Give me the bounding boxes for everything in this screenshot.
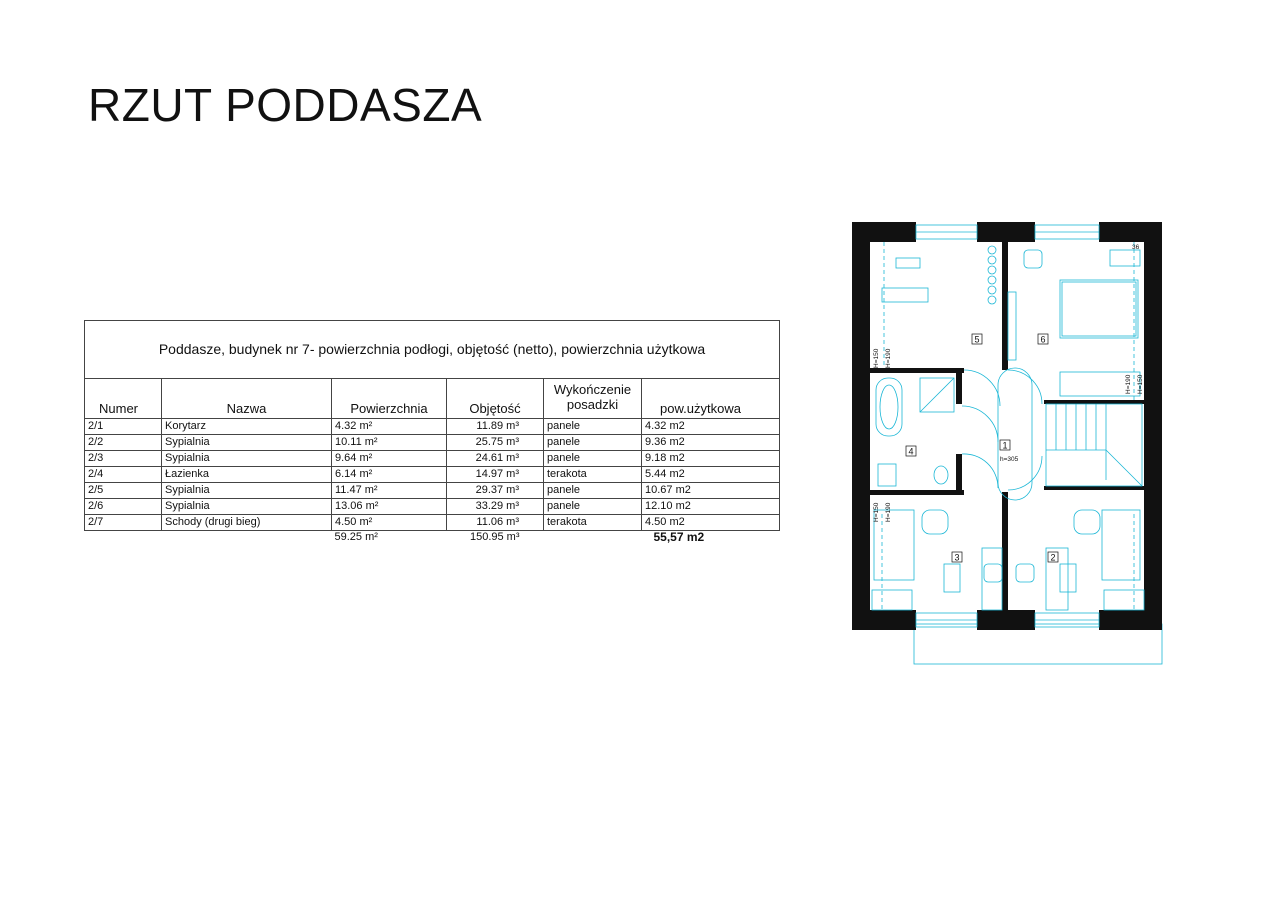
header-finish-line1: Wykończenie bbox=[553, 382, 632, 397]
wall-note-3: H=190 bbox=[1125, 374, 1132, 394]
cell-finish: panele bbox=[544, 435, 642, 451]
cell-usable: 12.10 m2 bbox=[642, 499, 780, 515]
table-caption: Poddasze, budynek nr 7- powierzchnia podłogi, objętość (netto), powierzchnia użytkowa bbox=[85, 321, 780, 379]
cell-usable: 10.67 m2 bbox=[642, 483, 780, 499]
cell-area: 11.47 m² bbox=[332, 483, 447, 499]
wall-height-notes bbox=[873, 348, 1144, 522]
stairs bbox=[1046, 404, 1142, 486]
cell-volume: 24.61 m³ bbox=[447, 451, 544, 467]
table-header-row bbox=[85, 379, 780, 419]
cell-number: 2/3 bbox=[85, 451, 162, 467]
cell-area: 13.06 m² bbox=[332, 499, 447, 515]
table-row bbox=[85, 419, 780, 435]
interior-walls bbox=[870, 240, 1144, 612]
header-finish-line2: posadzki bbox=[566, 397, 619, 412]
cell-finish: panele bbox=[544, 499, 642, 515]
header-number: Numer bbox=[85, 379, 162, 419]
cell-name: Sypialnia bbox=[162, 435, 332, 451]
wall-note-6: H=190 bbox=[885, 502, 892, 522]
cell-number: 2/4 bbox=[85, 467, 162, 483]
cell-usable: 5.44 m2 bbox=[642, 467, 780, 483]
cell-number: 2/5 bbox=[85, 483, 162, 499]
cell-usable: 9.18 m2 bbox=[642, 451, 780, 467]
cell-finish: terakota bbox=[544, 515, 642, 531]
cell-area: 4.32 m² bbox=[332, 419, 447, 435]
cell-number: 2/6 bbox=[85, 499, 162, 515]
total-area: 59.25 m² bbox=[334, 531, 378, 543]
stair-number: 36 bbox=[1132, 244, 1140, 251]
area-table bbox=[84, 320, 780, 549]
table-row bbox=[85, 483, 780, 499]
totals-row bbox=[85, 531, 780, 550]
total-volume: 150.95 m³ bbox=[469, 531, 520, 543]
table-row bbox=[85, 515, 780, 531]
table-row bbox=[85, 467, 780, 483]
floor-plan-drawing bbox=[848, 218, 1168, 670]
cell-usable: 9.36 m2 bbox=[642, 435, 780, 451]
cell-volume: 29.37 m³ bbox=[447, 483, 544, 499]
cell-name: Sypialnia bbox=[162, 451, 332, 467]
room-number-3: 3 bbox=[954, 552, 960, 563]
room-number-1: 1 bbox=[1002, 440, 1008, 451]
cell-area: 10.11 m² bbox=[332, 435, 447, 451]
cell-finish: panele bbox=[544, 483, 642, 499]
wall-note-2: H=190 bbox=[885, 348, 892, 368]
table-row bbox=[85, 451, 780, 467]
cell-volume: 14.97 m³ bbox=[447, 467, 544, 483]
cell-finish: panele bbox=[544, 451, 642, 467]
door-swings bbox=[962, 368, 1042, 500]
cell-volume: 33.29 m³ bbox=[447, 499, 544, 515]
header-area: Powierzchnia bbox=[332, 379, 447, 419]
cell-area: 6.14 m² bbox=[332, 467, 447, 483]
floor-plan bbox=[848, 218, 1168, 670]
room-number-6: 6 bbox=[1040, 334, 1046, 345]
room-number-4: 4 bbox=[908, 446, 914, 457]
cell-finish: terakota bbox=[544, 467, 642, 483]
cell-name: Sypialnia bbox=[162, 483, 332, 499]
cell-number: 2/7 bbox=[85, 515, 162, 531]
table-row bbox=[85, 435, 780, 451]
cell-area: 9.64 m² bbox=[332, 451, 447, 467]
cell-usable: 4.50 m2 bbox=[642, 515, 780, 531]
header-finish bbox=[544, 379, 642, 419]
height-note: h=305 bbox=[1000, 456, 1019, 463]
cell-name: Sypialnia bbox=[162, 499, 332, 515]
cell-finish: panele bbox=[544, 419, 642, 435]
cell-area: 4.50 m² bbox=[332, 515, 447, 531]
cell-volume: 25.75 m³ bbox=[447, 435, 544, 451]
cell-volume: 11.89 m³ bbox=[447, 419, 544, 435]
header-volume: Objętość bbox=[447, 379, 544, 419]
page-title: RZUT PODDASZA bbox=[88, 79, 483, 131]
cell-name: Łazienka bbox=[162, 467, 332, 483]
cell-number: 2/2 bbox=[85, 435, 162, 451]
wall-note-5: H=150 bbox=[873, 502, 880, 522]
bathroom-fixtures bbox=[876, 378, 954, 486]
total-usable: 55,57 m2 bbox=[653, 530, 705, 544]
header-usable: pow.użytkowa bbox=[642, 379, 780, 419]
cell-usable: 4.32 m2 bbox=[642, 419, 780, 435]
wall-note-1: H=150 bbox=[873, 348, 880, 368]
table-row bbox=[85, 499, 780, 515]
cell-name: Schody (drugi bieg) bbox=[162, 515, 332, 531]
room-number-2: 2 bbox=[1050, 552, 1056, 563]
wall-note-4: H=150 bbox=[1137, 374, 1144, 394]
cell-number: 2/1 bbox=[85, 419, 162, 435]
header-name: Nazwa bbox=[162, 379, 332, 419]
room-number-5: 5 bbox=[974, 334, 980, 345]
cell-volume: 11.06 m³ bbox=[447, 515, 544, 531]
cell-name: Korytarz bbox=[162, 419, 332, 435]
